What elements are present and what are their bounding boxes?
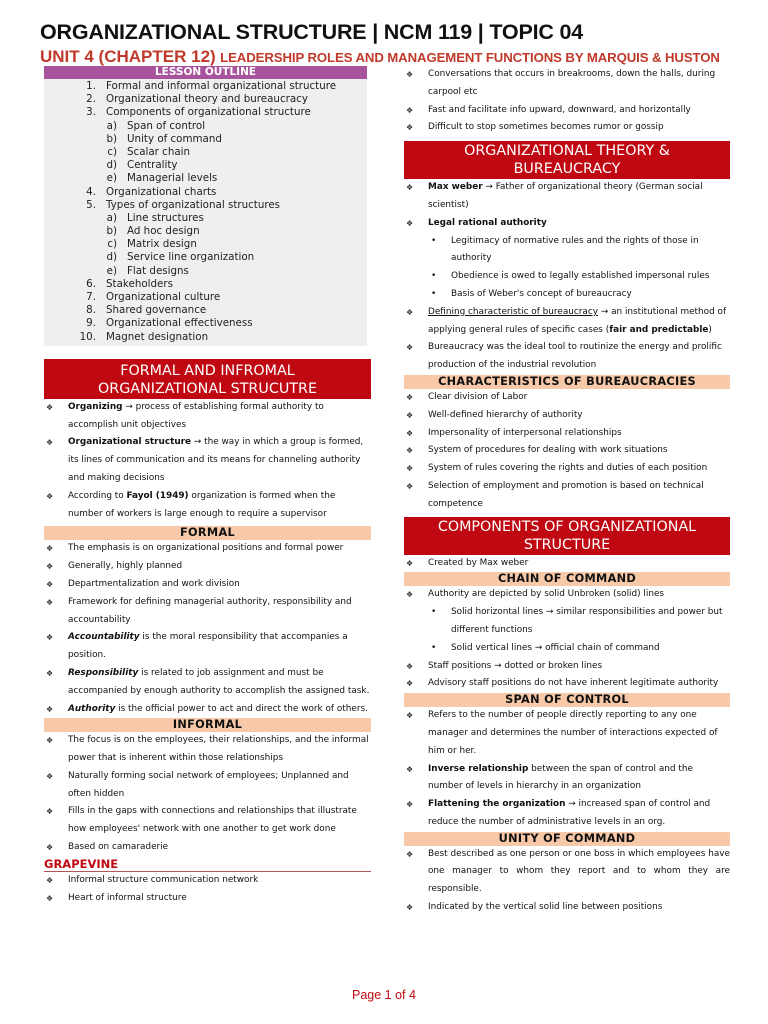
section-heading-theory: ORGANIZATIONAL THEORY & BUREAUCRACY bbox=[404, 141, 730, 179]
list-item: ❖ Clear division of Labor bbox=[404, 389, 730, 407]
outline-item bbox=[44, 278, 367, 291]
lesson-outline bbox=[44, 66, 367, 346]
outline-item bbox=[44, 159, 367, 172]
outline-item-text: Service line organization bbox=[127, 251, 255, 264]
section-heading-formal: FORMAL bbox=[44, 526, 371, 540]
list-item: ❖ Departmentalization and work division bbox=[44, 576, 371, 594]
page-number: Page 1 of 4 bbox=[352, 988, 416, 1002]
outline-item bbox=[44, 146, 367, 159]
outline-item-number: 7. bbox=[86, 291, 96, 303]
outline-item-text: Organizational culture bbox=[106, 291, 221, 303]
section-heading-span-of-control: SPAN OF CONTROL bbox=[404, 693, 730, 707]
outline-item-number: e) bbox=[106, 172, 117, 185]
outline-item bbox=[44, 186, 367, 199]
subtitle-book: LEADERSHIP ROLES AND MANAGEMENT FUNCTIONS BY MARQUIS & HUSTON bbox=[220, 50, 720, 65]
section-heading-components: COMPONENTS OF ORGANIZATIONAL STRUCTURE bbox=[404, 517, 730, 555]
document-subtitle bbox=[40, 47, 720, 67]
list-item: ❖ Framework for defining managerial authority, responsibility and accountability bbox=[44, 594, 371, 630]
document-title: ORGANIZATIONAL STRUCTURE | NCM 119 | TOPIC 04 bbox=[40, 20, 583, 44]
outline-item-text: Organizational theory and bureaucracy bbox=[106, 93, 308, 106]
outline-item bbox=[44, 251, 367, 264]
outline-item-text: Shared governance bbox=[106, 304, 207, 317]
list-item: ❖ Difficult to stop sometimes becomes rumor or gossip bbox=[404, 119, 730, 137]
list-item: ❖ Staff positions → dotted or broken lines bbox=[404, 658, 730, 676]
list-item: ❖ Based on camaraderie bbox=[44, 839, 371, 857]
outline-item-number: a) bbox=[106, 119, 117, 132]
list-item: ❖ Bureaucracy was the ideal tool to routinize the energy and prolific production of the industrial revolution bbox=[404, 339, 730, 375]
section-heading-characteristics: CHARACTERISTICS OF BUREAUCRACIES bbox=[404, 375, 730, 389]
outline-item-text: Centrality bbox=[127, 159, 178, 172]
list-item: ❖ Naturally forming social network of employees; Unplanned and often hidden bbox=[44, 768, 371, 804]
outline-item bbox=[44, 238, 367, 251]
outline-item-number: b) bbox=[106, 225, 117, 238]
span-of-control-list bbox=[404, 707, 730, 832]
components-list bbox=[404, 555, 730, 573]
list-item: ❖ Informal structure communication network bbox=[44, 872, 371, 890]
right-column bbox=[404, 66, 730, 917]
outline-item-number: e) bbox=[106, 264, 117, 277]
outline-item bbox=[44, 331, 367, 344]
theory-list bbox=[404, 179, 730, 375]
outline-item-number: 6. bbox=[86, 277, 96, 290]
list-item: ❖ Max weber → Father of organizational theory (German social scientist) bbox=[404, 179, 730, 215]
list-item: ❖ Indicated by the vertical solid line between positions bbox=[404, 899, 730, 917]
outline-item-number: d) bbox=[106, 251, 117, 264]
outline-item-text: Types of organizational structures bbox=[106, 198, 281, 211]
list-item: ❖ The focus is on the employees, their relationships, and the informal power that is inherent within those relationships bbox=[44, 732, 371, 768]
list-item: ❖ The emphasis is on organizational positions and formal power bbox=[44, 540, 371, 558]
sub-list-item: • Basis of Weber's concept of bureaucracy bbox=[428, 286, 730, 304]
list-item: ❖ Refers to the number of people directly reporting to any one manager and determines the number of interactions expected of him or her. bbox=[404, 707, 730, 760]
sub-list-item: • Solid vertical lines → official chain of command bbox=[428, 640, 730, 658]
outline-item-text: Organizational charts bbox=[106, 185, 217, 198]
list-item: ❖ Defining characteristic of bureaucracy → an institutional method of applying general rules of specific cases (fair and predictable) bbox=[404, 304, 730, 340]
list-item: ❖ According to Fayol (1949) organization is formed when the number of workers is large enough to require a supervisor bbox=[44, 488, 371, 524]
outline-item bbox=[44, 172, 367, 185]
outline-item bbox=[44, 120, 367, 133]
outline-item-text: Scalar chain bbox=[127, 145, 191, 158]
chain-of-command-list bbox=[404, 586, 730, 693]
list-item: ❖ Heart of informal structure bbox=[44, 890, 371, 908]
outline-item-text: Line structures bbox=[127, 211, 204, 224]
outline-item-number: 10. bbox=[79, 330, 96, 343]
outline-item-text: Flat designs bbox=[127, 264, 189, 277]
outline-item-text: Magnet designation bbox=[106, 330, 209, 343]
outline-item-number: 1. bbox=[86, 80, 96, 92]
grapevine-list bbox=[44, 872, 371, 908]
list-item: ❖ Responsibility is related to job assignment and must be accompanied by enough authority to accomplish the assigned task. bbox=[44, 665, 371, 701]
list-item: ❖ Organizational structure → the way in which a group is formed, its lines of communication and its means for channeling authority and making decisions bbox=[44, 434, 371, 487]
sub-list-item: • Obedience is owed to legally established impersonal rules bbox=[428, 268, 730, 286]
list-item: ❖ Impersonality of interpersonal relationships bbox=[404, 425, 730, 443]
list-item: ❖ Best described as one person or one boss in which employees have one manager to whom they report and to whom they are responsible. bbox=[404, 846, 730, 899]
list-item: ❖ Advisory staff positions do not have inherent legitimate authority bbox=[404, 675, 730, 693]
grapevine-list-continued bbox=[404, 66, 730, 137]
outline-item-number: 2. bbox=[86, 93, 96, 106]
list-item: ❖ Organizing → process of establishing formal authority to accomplish unit objectives bbox=[44, 399, 371, 435]
list-item: ❖ Generally, highly planned bbox=[44, 558, 371, 576]
list-item: ❖ Fills in the gaps with connections and relationships that illustrate how employees' network with one another to get work done bbox=[44, 803, 371, 839]
outline-item-number: 4. bbox=[86, 185, 96, 198]
section-heading-grapevine: GRAPEVINE bbox=[44, 857, 371, 872]
list-item: ❖ Flattening the organization → increased span of control and reduce the number of administrative levels in an org. bbox=[404, 796, 730, 832]
list-item: ❖ Authority are depicted by solid Unbroken (solid) lines • Solid horizontal lines → similar responsibilities and power but different functions • Solid vertical lines → official chain of command bbox=[404, 586, 730, 657]
outline-item-number: 8. bbox=[86, 304, 96, 317]
outline-item-number: c) bbox=[107, 145, 117, 158]
outline-item-number: b) bbox=[106, 132, 117, 145]
outline-item-text: Organizational effectiveness bbox=[106, 317, 253, 330]
outline-item bbox=[44, 291, 367, 304]
subtitle-unit: UNIT 4 (CHAPTER 12) bbox=[40, 47, 216, 66]
list-item: ❖ Fast and facilitate info upward, downward, and horizontally bbox=[404, 102, 730, 120]
outline-item bbox=[44, 199, 367, 212]
outline-item-number: 3. bbox=[86, 106, 96, 119]
list-item: ❖ Selection of employment and promotion is based on technical competence bbox=[404, 478, 730, 514]
sub-list-item: • Solid horizontal lines → similar responsibilities and power but different functions bbox=[428, 604, 730, 640]
section-heading-chain-of-command: CHAIN OF COMMAND bbox=[404, 572, 730, 586]
outline-item-text: Unity of command bbox=[127, 132, 222, 145]
outline-item-number: d) bbox=[106, 159, 117, 172]
formal-informal-list bbox=[44, 399, 371, 524]
outline-item bbox=[44, 265, 367, 278]
section-heading-informal: INFORMAL bbox=[44, 718, 371, 732]
outline-item bbox=[44, 304, 367, 317]
list-item: ❖ Authority is the official power to act and direct the work of others. bbox=[44, 701, 371, 719]
informal-list bbox=[44, 732, 371, 857]
list-item: ❖ System of rules covering the rights and duties of each position bbox=[404, 460, 730, 478]
section-heading-formal-informal: FORMAL AND INFROMAL ORGANIZATIONAL STRUCUTRE bbox=[44, 359, 371, 399]
section-heading-unity-of-command: UNITY OF COMMAND bbox=[404, 832, 730, 846]
list-item: ❖ Accountability is the moral responsibility that accompanies a position. bbox=[44, 629, 371, 665]
outline-item bbox=[44, 106, 367, 119]
list-item: ❖ Legal rational authority • Legitimacy of normative rules and the rights of those in authority • Obedience is owed to legally established impersonal rules • Basis of Weber's concept of bureaucracy bbox=[404, 215, 730, 304]
lesson-outline-list bbox=[44, 79, 367, 346]
lesson-outline-heading: LESSON OUTLINE bbox=[44, 66, 367, 79]
sub-list-item: • Legitimacy of normative rules and the rights of those in authority bbox=[428, 233, 730, 269]
list-item: ❖ Inverse relationship between the span of control and the number of levels in hierarchy in an organization bbox=[404, 761, 730, 797]
outline-item-text: Managerial levels bbox=[127, 172, 218, 185]
outline-item-number: 5. bbox=[86, 198, 96, 211]
outline-item-number: c) bbox=[107, 238, 117, 251]
outline-item bbox=[44, 212, 367, 225]
list-item: ❖ Created by Max weber bbox=[404, 555, 730, 573]
unity-of-command-list bbox=[404, 846, 730, 917]
outline-item-text: Components of organizational structure bbox=[106, 106, 311, 119]
outline-item-text: Span of control bbox=[127, 119, 206, 132]
formal-list bbox=[44, 540, 371, 718]
outline-item-number: 9. bbox=[86, 317, 96, 330]
outline-item bbox=[44, 317, 367, 330]
outline-item-number: a) bbox=[106, 211, 117, 224]
outline-item bbox=[44, 80, 367, 93]
characteristics-list bbox=[404, 389, 730, 514]
list-item: ❖ Well-defined hierarchy of authority bbox=[404, 407, 730, 425]
left-column bbox=[44, 66, 371, 907]
outline-item-text: Matrix design bbox=[127, 238, 197, 251]
outline-item-text: Formal and informal organizational structure bbox=[106, 80, 337, 92]
outline-item-text: Ad hoc design bbox=[127, 225, 200, 238]
outline-item bbox=[44, 133, 367, 146]
outline-item-text: Stakeholders bbox=[106, 277, 173, 290]
outline-item bbox=[44, 93, 367, 106]
list-item: ❖ Conversations that occurs in breakrooms, down the halls, during carpool etc bbox=[404, 66, 730, 102]
list-item: ❖ System of procedures for dealing with work situations bbox=[404, 442, 730, 460]
outline-item bbox=[44, 225, 367, 238]
